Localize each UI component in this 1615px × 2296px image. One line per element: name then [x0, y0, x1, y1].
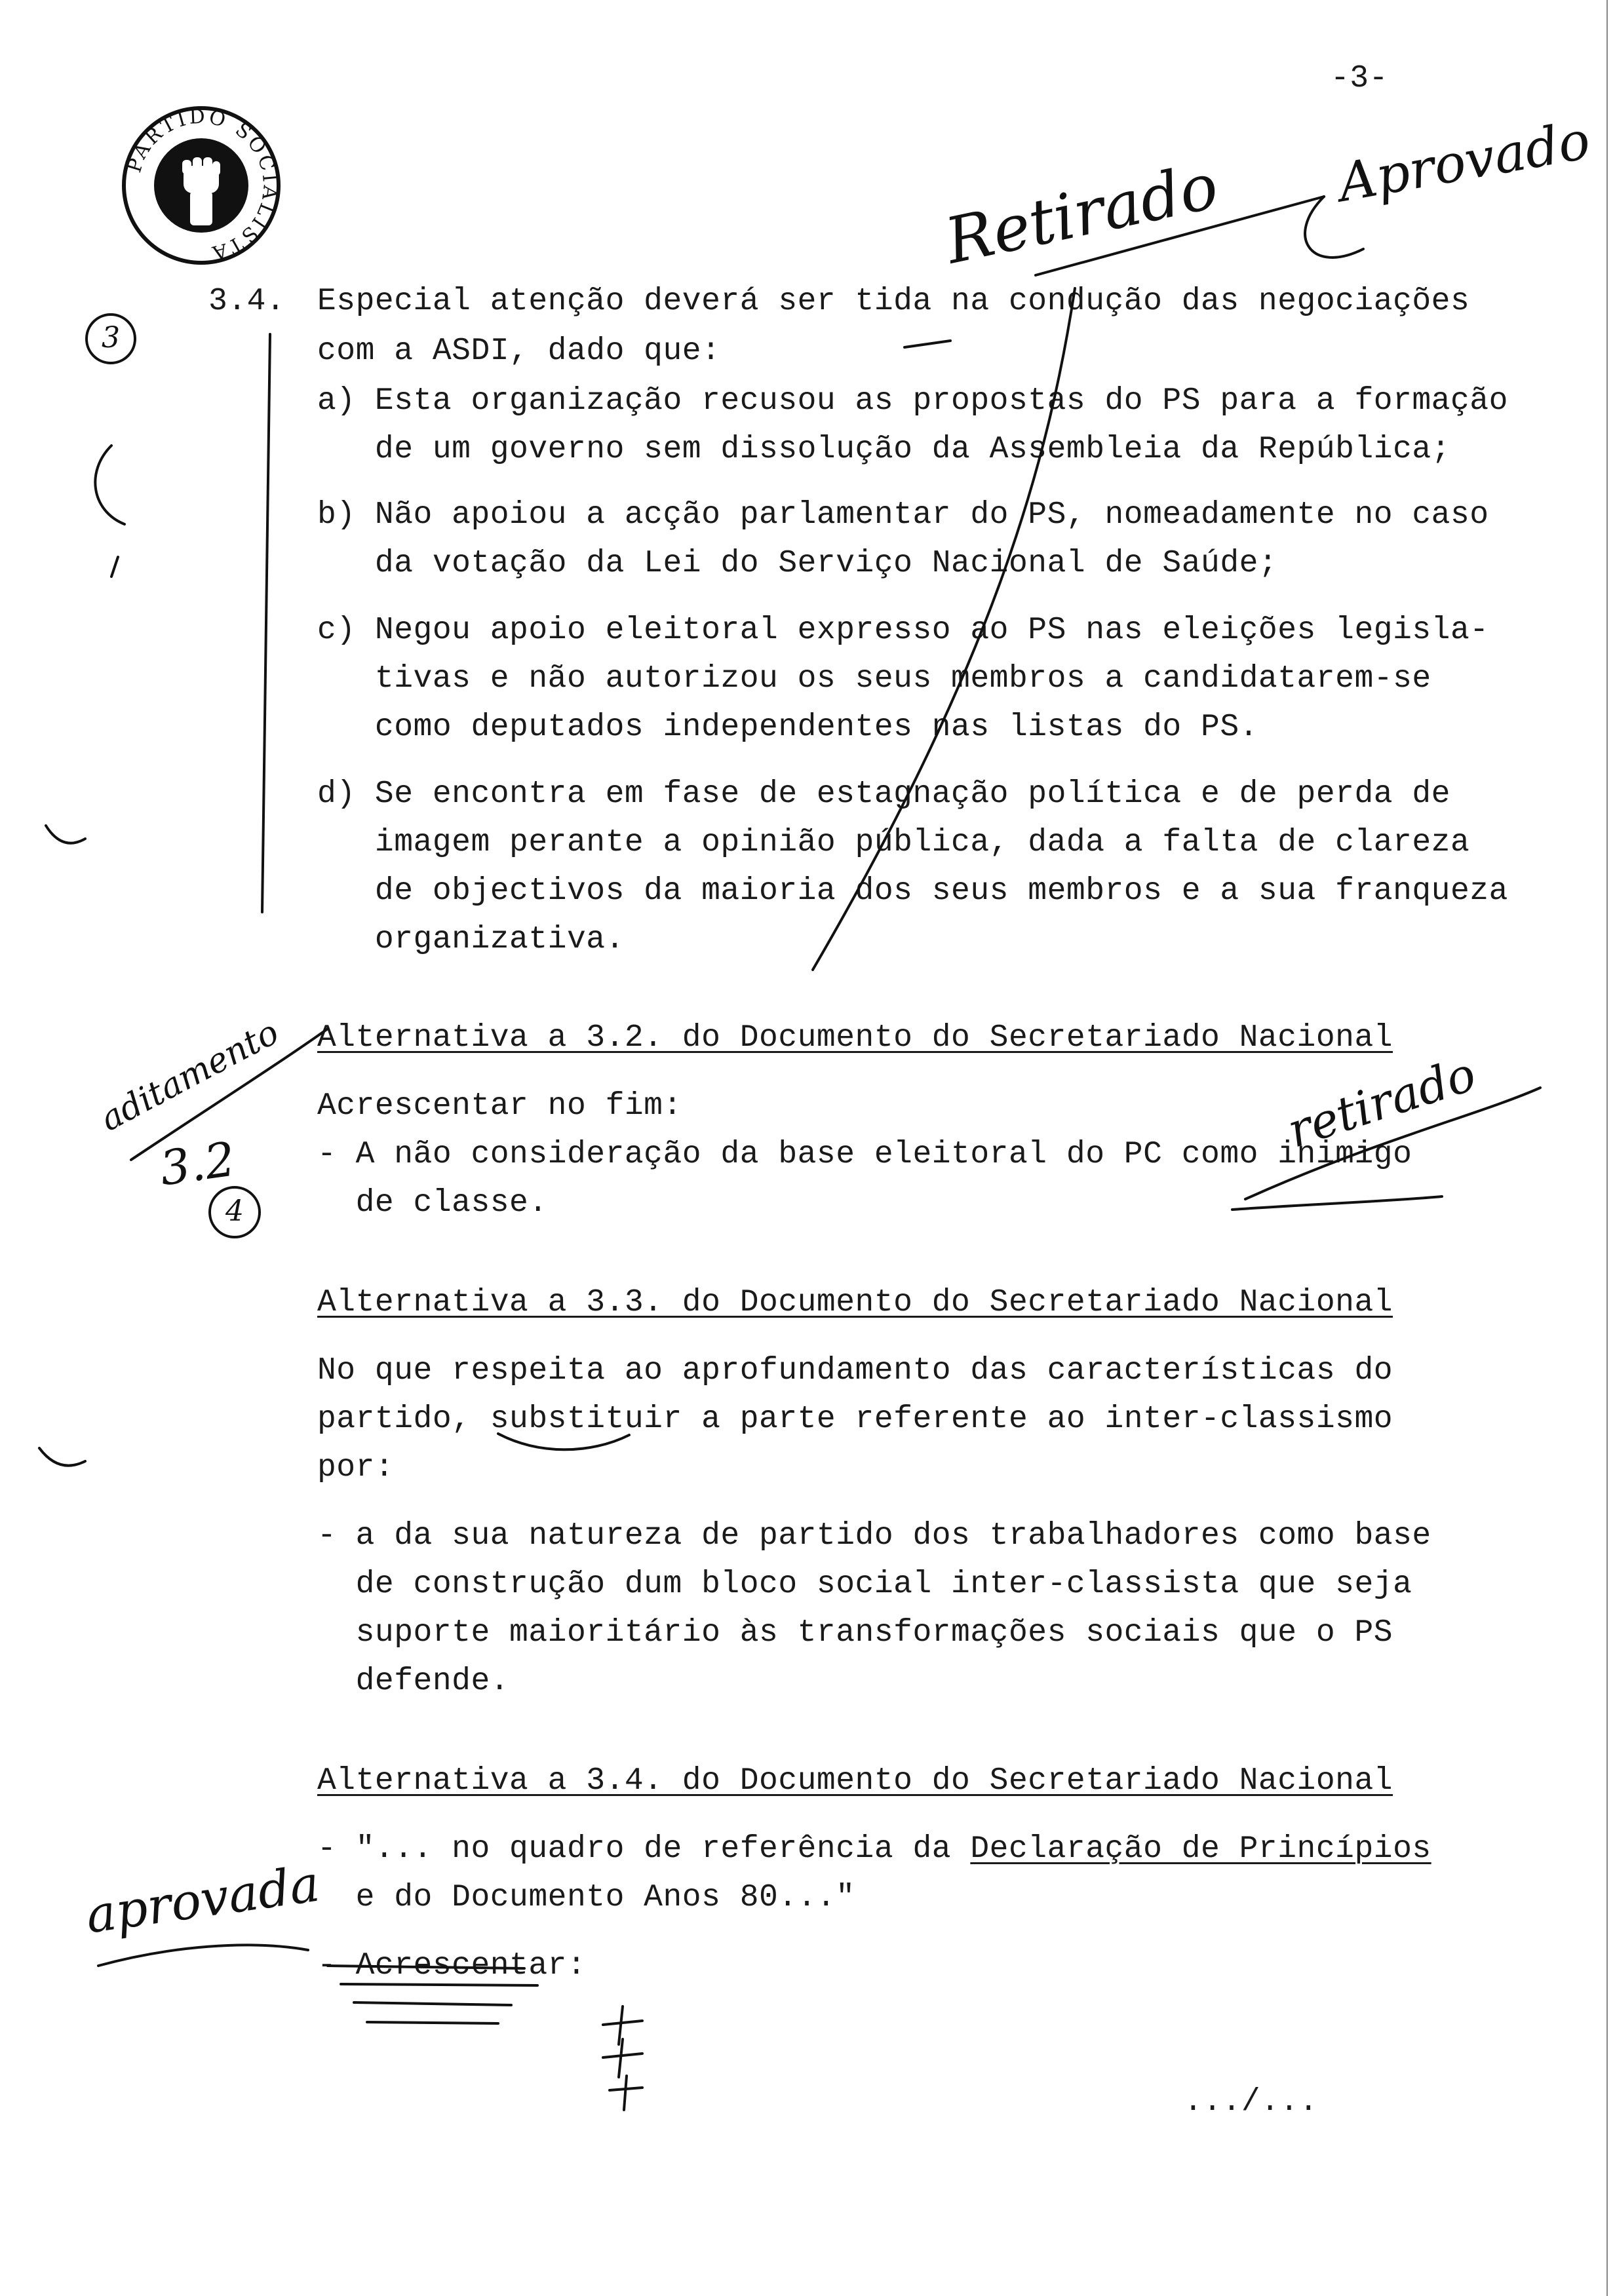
handwritten-retirado: Retirado [939, 149, 1224, 278]
text-line: suporte maioritário às transformações sociais que o PS [317, 1615, 1393, 1651]
section-number: 3.4. [208, 284, 286, 319]
strike-line [354, 2002, 511, 2005]
text-line-struck: - Acrescentar: [317, 1948, 587, 1983]
list-item-d-line: d) Se encontra em fase de estagnação política e de perda de [317, 776, 1450, 812]
handwritten-aprovada: aprovada [82, 1854, 323, 1945]
aprovada-underline [98, 1945, 308, 1966]
text-line [317, 1831, 1431, 1867]
heading-alternativa-3-3: Alternativa a 3.3. do Documento do Secretariado Nacional [317, 1285, 1393, 1320]
circled-number-4: 4 [208, 1186, 261, 1238]
underlined-reference: Declaração de Princípios [970, 1831, 1431, 1867]
section-intro-line: com a ASDI, dado que: [317, 334, 721, 369]
list-item-b-line: b) Não apoiou a acção parlamentar do PS, nomeadamente no caso [317, 497, 1489, 533]
cross-mark [603, 2039, 642, 2077]
margin-bracket-line [262, 334, 270, 912]
strike-line [341, 1984, 537, 1985]
handwritten-retirado-mid: retirado [1281, 1046, 1483, 1158]
text-line: Acrescentar no fim: [317, 1088, 682, 1124]
heading-alternativa-3-4: Alternativa a 3.4. do Documento do Secretariado Nacional [317, 1763, 1393, 1799]
page-number: -3- [1331, 61, 1388, 96]
text-line: de construção dum bloco social inter-classista que seja [317, 1567, 1412, 1602]
retirado-underline [1232, 1196, 1442, 1210]
list-item-d-line: de objectivos da maioria dos seus membros e a sua franqueza [317, 873, 1508, 909]
list-item-a-line: a) Esta organização recusou as propostas do PS para a formação [317, 383, 1508, 419]
handwritten-aprovado: Aprovado [1333, 109, 1595, 214]
margin-arc [39, 1448, 85, 1466]
strike-line [367, 2022, 498, 2023]
margin-parenthesis [95, 446, 125, 524]
retirado-underline [905, 341, 950, 347]
section-intro-line: Especial atenção deverá ser tida na condução das negociações [317, 284, 1470, 319]
list-item-d-line: organizativa. [317, 922, 625, 957]
text-line: e do Documento Anos 80..." [317, 1880, 855, 1915]
logo-text: PARTIDO SOCIALISTA [123, 105, 282, 265]
partido-socialista-logo [119, 104, 283, 267]
text-line: por: [317, 1450, 395, 1485]
cross-mark [603, 2006, 642, 2044]
list-item-c-line: tivas e não autorizou os seus membros a candidatarem-se [317, 661, 1431, 697]
circled-number-3: 3 [85, 313, 136, 364]
list-item-c-line: c) Negou apoio eleitoral expresso ao PS nas eleições legisla- [317, 613, 1489, 648]
list-item-d-line: imagem perante a opinião pública, dada a falta de clareza [317, 825, 1470, 860]
list-item-b-line: da votação da Lei do Serviço Nacional de Saúde; [317, 546, 1278, 581]
list-item-c-line: como deputados independentes nas listas do PS. [317, 710, 1258, 745]
margin-arc [46, 826, 85, 843]
handwritten-3-2: 3.2 [156, 1131, 239, 1196]
handwritten-aditamento: aditamento [94, 1012, 286, 1139]
heading-alternativa-3-2: Alternativa a 3.2. do Documento do Secretariado Nacional [317, 1020, 1393, 1056]
text-line: partido, substituir a parte referente ao inter-classismo [317, 1402, 1393, 1437]
continuation-marker: .../... [1184, 2084, 1319, 2120]
text-line: defende. [317, 1664, 510, 1699]
text-line: - a da sua natureza de partido dos trabalhadores como base [317, 1518, 1431, 1554]
text-line-prefix: - "... no quadro de referência da [317, 1831, 971, 1867]
margin-scribble [111, 557, 118, 577]
text-line: - A não consideração da base eleitoral do PC como inimigo [317, 1137, 1412, 1172]
text-line: No que respeita ao aprofundamento das características do [317, 1353, 1393, 1388]
cross-mark [610, 2076, 642, 2110]
text-line: de classe. [317, 1185, 548, 1221]
list-item-a-line: de um governo sem dissolução da Assembleia da República; [317, 432, 1450, 467]
